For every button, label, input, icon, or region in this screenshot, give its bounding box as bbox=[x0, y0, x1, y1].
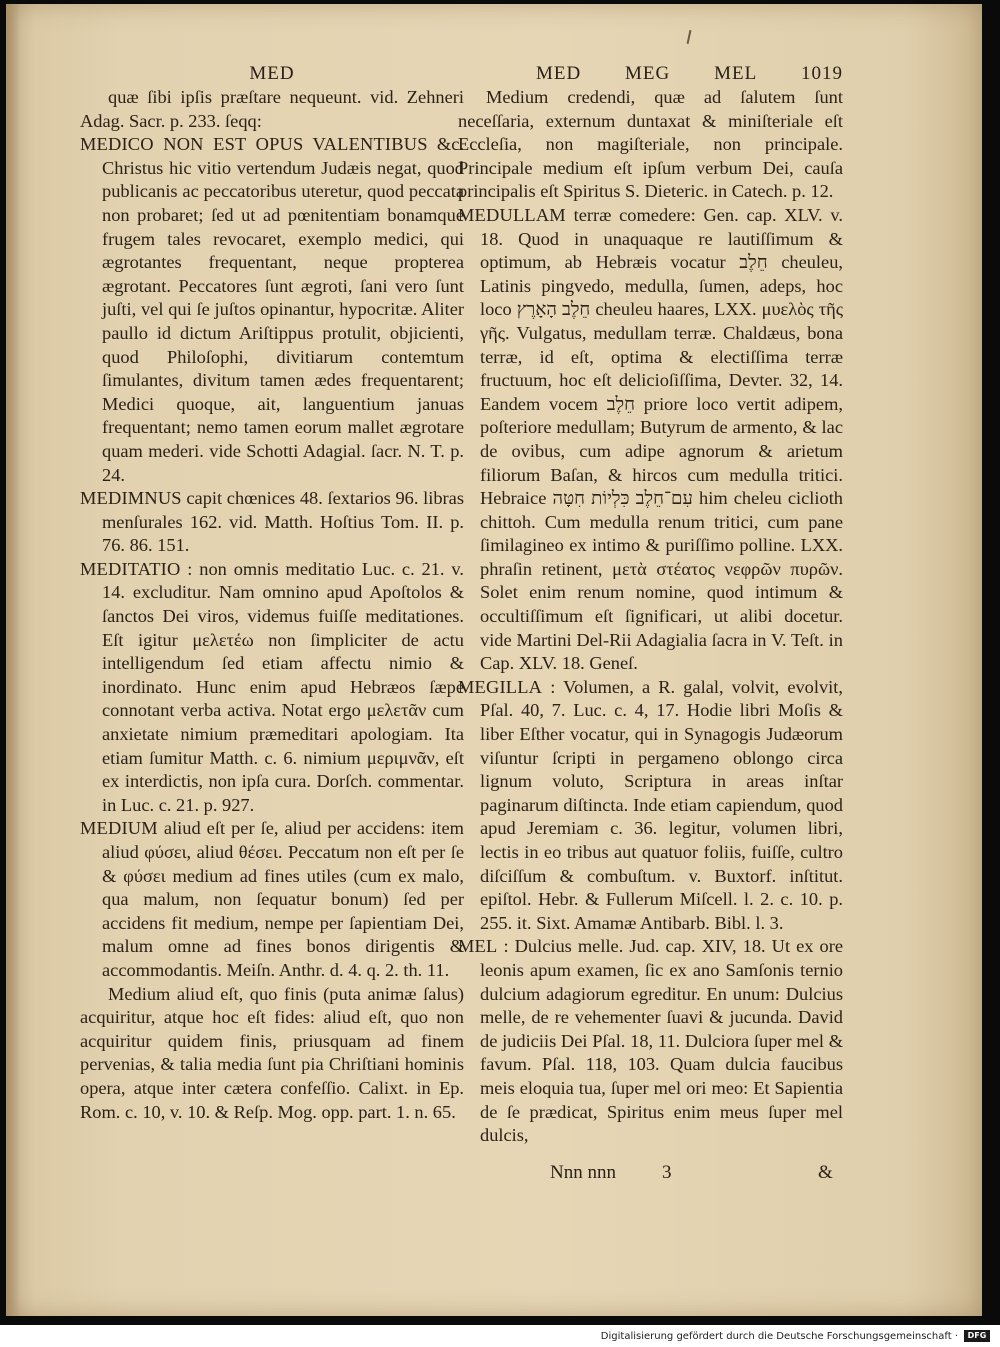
entry-text: &c. Christus hic vitio vertendum Judæis negat, quod publicanis ac peccatoribus uteretur, quod peccata non probaret; ſed ut ad pœnitentiam bonamque frugem tales revocaret, exemplo medici, qui ægrotantes frequentant, neque propterea ægrotant. Peccatores ſunt ægroti, ſani vero ſunt juſti, vel qui ſe juſtos opinantur, hypocritæ. Aliter paullo id dictum Ariſtippus protulit, objicienti, quod Philoſophi, divitiarum contemtum ſimulantes, divitum tamen ædes frequentarent; Medici quoque, ait, languentium januas frequentant; nemo tamen eorum mallet ægrotare quam mederi. vide Schotti Adagial. ſacr. N. T. p. 24. bbox=[102, 134, 464, 485]
entry-text: Medium credendi, quæ ad ſalutem ſunt neceſſaria, externum duntaxat & miniſteriale eſt Eccleſia, non magiſteriale, non principale. Principale medium eſt ipſum verbum Dei, cauſa principalis eſt Spiritus S. Dieteric. in Catech. p. 12. bbox=[458, 87, 843, 202]
page-spine-shadow bbox=[6, 4, 20, 1316]
left-column bbox=[80, 62, 464, 1124]
running-head-right bbox=[458, 62, 843, 86]
running-head-meg: MEG bbox=[625, 63, 671, 84]
entry-headword: MEDIMNUS bbox=[80, 488, 182, 509]
entry-text: terræ comedere: Gen. cap. XLV. v. 18. Quod in unaquaque re lautiſſimum & optimum, ab Hebræis vocatur חֵלֶב cheuleu, Latinis pingvedo, medulla, ſumen, adeps, hoc loco חֵלֶב הָאָרֶץ cheuleu haares, LXX. μυελὸς τῆς γῆς. Vulgatus, medullam terræ. Chaldæus, bona terræ, id eſt, optima & electiſſima terræ fructuum, hoc eſt delicioſiſſima, Devter. 32, 14. Eandem vocem חֵלֶב priore loco vertit adipem, poſteriore medullam; Butyrum de armento, & lac de ovibus, cum adipe agnorum & arietum filiorum Baſan, & hircos cum medulla tritici. Hebraice עִם־חֵלֶב כִּלְיוֹת חִטָּה him cheleu ciclioth chittoh. Cum medulla renum tritici, cum pane ſimilagineo ex intimo & puriſſimo polline. LXX. phraſin retinent, μετὰ στέατος νεφρῶν πυρῶν. Solet enim renum nomine, quod intimum & occultiſſimum eſt ſignificari, ut alibi docetur. vide Martini Del-Rii Adagialia ſacra in V. Teſt. in Cap. XLV. 18. Geneſ. bbox=[480, 204, 844, 674]
right-entries bbox=[458, 86, 843, 1148]
running-head-mel: MEL bbox=[714, 63, 758, 84]
dictionary-entry bbox=[458, 204, 843, 676]
running-head-left: MED bbox=[249, 63, 295, 84]
entry-headword: MEDULLAM bbox=[458, 204, 566, 225]
entry-text: aliud eſt per ſe, aliud per accidens: item aliud φύσει, aliud θέσει. Peccatum non eſt per ſe & φύσει medium ad fines utiles (cum ex malo, qua malum, non ſequatur bonum) ſed per accidens fit medium, nempe per ſapientiam Dei, malum omne ad fines bonos dirigentis & accommodantis. Meiſn. Anthr. d. 4. q. 2. th. 11. bbox=[102, 818, 464, 980]
dictionary-entry bbox=[80, 817, 464, 982]
entry-headword: MEDIUM bbox=[80, 818, 158, 839]
dictionary-entry bbox=[80, 86, 464, 133]
dictionary-entry bbox=[80, 133, 464, 487]
entry-text: : non omnis meditatio Luc. c. 21. v. 14. excluditur. Nam omnino apud Apoſtolos & ſanctos Dei viros, videmus fuiſſe meditationes. Eſt igitur μελετέω non ſimpliciter de actu intelligendum ſed etiam affectu nimio & inordinato. Hunc enim apud Hebræos ſæpe connotant verba activa. Notat ergo μελετᾶν cum anxietate nimium præmeditari apologiam. Ita etiam ſumitur Matth. c. 6. nimium μεριμνᾶν, eſt ex interdictis, non ipſa cura. Dorſch. commentar. in Luc. c. 21. p. 927. bbox=[102, 558, 464, 815]
page-number: 1019 bbox=[800, 63, 843, 84]
entry-headword: MEDICO NON EST OPUS VALENTIBUS bbox=[80, 134, 428, 155]
left-entries bbox=[80, 86, 464, 1124]
entry-headword: MEGILLA bbox=[458, 676, 543, 697]
dictionary-entry bbox=[458, 676, 843, 936]
dictionary-entry bbox=[80, 487, 464, 558]
entry-text: : Dulcius melle. Jud. cap. XIV, 18. Ut ex ore leonis apum examen, ſic ex ano Samſonis ternio dulcium adagiorum egreditur. En unum: Dulcius melle, de re vehementer ſuavi & jucunda. David de judiciis Dei Pſal. 18, 11. Dulciora ſuper mel & favum. Pſal. 118, 103. Quam dulcia faucibus meis eloquia tua, ſuper mel ori meo: Et Sapientia de ſe prædicat, Spiritus enim meus ſuper mel dulcis, bbox=[480, 936, 843, 1146]
entry-headword: MEDITATIO bbox=[80, 558, 181, 579]
dictionary-entry bbox=[80, 983, 464, 1125]
entry-text: quæ ſibi ipſis præſtare nequeunt. vid. Zehneri Adag. Sacr. p. 233. ſeqq: bbox=[80, 87, 464, 131]
dictionary-entry bbox=[458, 86, 843, 204]
dictionary-entry bbox=[80, 558, 464, 818]
dfg-logo: DFG bbox=[964, 1330, 990, 1342]
signature-mark: Nnn nnn bbox=[550, 1162, 616, 1183]
entry-text: : Volumen, a R. galal, volvit, evolvit, Pſal. 40, 7. Luc. c. 4, 17. Hodie libri Moſis & liber Eſther vocatur, qui in Synagogis Judæorum viſuntur ſcripti in pergameno oblongo circa lignum voluto, Scriptura in areas inſtar paginarum diſtincta. Inde etiam capiendum, quod apud Jeremiam c. 36. legitur, volumen libri, lectis in eo tribus aut quatuor foliis, fuiſſe, cultro diſciſſum & combuſtum. v. Buxtorf. inſtitut. epiſtol. Hebr. & Fullerum Miſcell. l. 2. c. 10. p. 255. it. Sixt. Amamæ Antibarb. Bibl. l. 3. bbox=[480, 676, 843, 933]
entry-text: Medium aliud eſt, quo finis (puta animæ ſalus) acquiritur, atque hoc eſt fides: aliud eſt, quo non acquiritur quidem finis, priusquam ad finem pervenias, & talia media ſunt pia Chriſtiani hominis opera, atque inter cætera confeſſio. Calixt. in Ep. Rom. c. 10, v. 10. & Reſp. Mog. opp. part. 1. n. 65. bbox=[80, 983, 464, 1122]
right-column bbox=[458, 62, 843, 1148]
entry-headword: MEL bbox=[458, 936, 498, 957]
entry-text: capit chœnices 48. ſextarios 96. libras menſurales 162. vid. Matth. Hoſtius Tom. II. p. 76. 86. 151. bbox=[102, 488, 464, 556]
running-head-med: MED bbox=[536, 63, 582, 84]
footer-credit: Digitalisierung gefördert durch die Deutsche Forschungsgemeinschaft · bbox=[600, 1331, 958, 1342]
signature-number: 3 bbox=[662, 1162, 672, 1183]
catchword: & bbox=[818, 1162, 833, 1183]
dictionary-entry bbox=[458, 935, 843, 1147]
